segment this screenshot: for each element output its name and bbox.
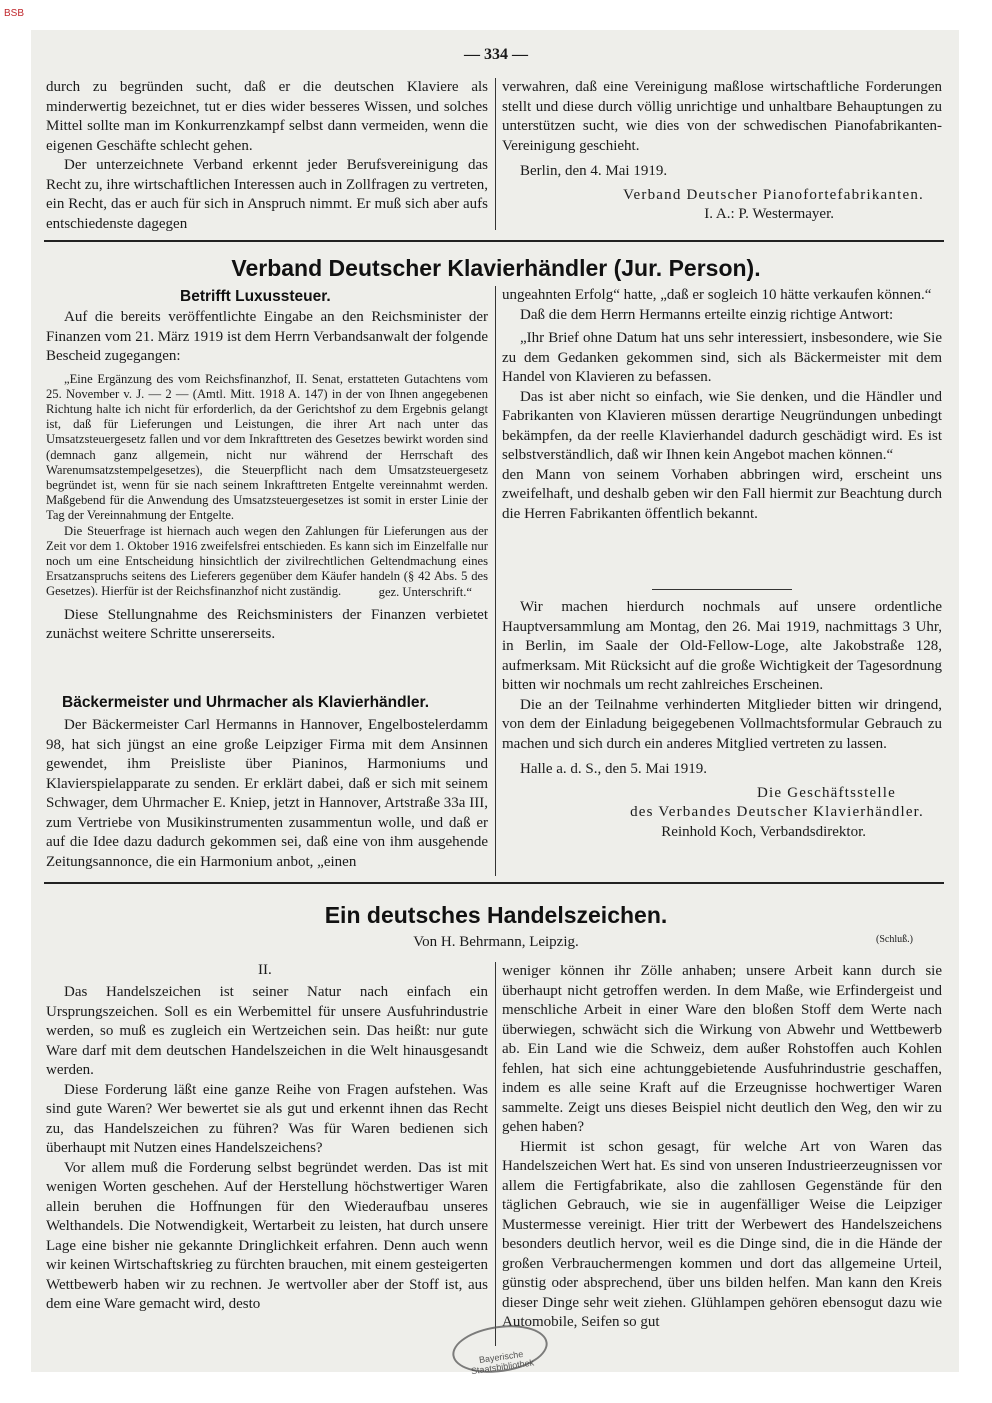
article-left-column	[46, 983, 488, 1315]
paragraph: Der Bäckermeister Carl Hermanns in Hannover, Engelbostelerdamm 98, hat sich jüngst an eine große Leipziger Firma mit dem Ansinnen gewendet, ihm Preisliste über Pianinos, Harmoniums und Klavierspielapparate zu senden. Er erklärt dabei, daß er sich mit seinem Schwager, dem Uhrmacher E. Kniep, jetzt in Hannover, Artstraße 33a III, zum Vertriebe von Musikinstrumenten zusammentun wolle, und daß er auf die Idee dazu dadurch gekommen sei, daß eine von ihm ausgehende Zeitungsannonce, die ein Harmonium anbot, „einen	[46, 717, 488, 870]
paragraph: Daß die dem Herrn Hermanns erteilte einzig richtige Antwort:	[520, 306, 894, 323]
article-right-column	[502, 962, 942, 1333]
library-mark: BSB	[4, 8, 25, 19]
paragraph: Diese Forderung läßt eine ganze Reihe von Fragen aufstehen. Was sind gute Waren? Wer bewertet sie als gut und erkennt ihnen das Recht zu, das Handelszeichen zu führen? Was für Waren bedienen sich überhaupt mit Nutzen eines Handelszeichens?	[46, 1081, 488, 1156]
quote-paragraph: Die Steuerfrage ist hiernach auch wegen den Zahlungen für Lieferungen aus der Zeit vor dem 1. Oktober 1916 zweifelsfrei entschieden. Es kann sich im Einzelfalle nur noch um eine Entscheidung hinsichtlich der zivilrechtlichen Geltendmachung eines Ersatzanspruchs seitens des Lieferers gegenüber dem Käufer handeln (§ 42 Abs. 5 des Gesetzes). Hierfür ist der Reichsfinanzhof nicht zuständig.	[46, 523, 488, 599]
section-rule	[44, 240, 944, 242]
page-number: — 334 —	[464, 46, 528, 63]
paragraph: Hiermit ist schon gesagt, für welche Art von Waren das Handelszeichen Wert hat. Es sind von unseren Industrieerzeugnissen vor allem die Fertigfabrikate, also die zahllosen Gegenstände für den täglichen Gebrauch, wie sie in augenfälliger Weise die Leipziger Mustermesse vereinigt. Hier tritt der Werbewert des Handelszeichens besonders deutlich hervor, weil es die Dinge sind, die in die Hände der großen Verbrauchermengen kommen und dort das allgemeine Urteil, günstig oder absprechend, über uns bilden helfen. Man kann den Kreis dieser Dinge sehr weit ziehen. Glühlampen gehören ebensogut dazu wie Automobile, Seifen so gut	[502, 1138, 942, 1330]
part-number: II.	[258, 962, 272, 978]
paragraph: durch zu begründen sucht, daß er die deutschen Klaviere als minderwertig bezeichnet, tut er dies wider besseres Wissen, und solches Mittel sollte man im Konkurrenzkampf selbst dann vermeiden, wenn die eigenen Geschäfte schlecht gehen.	[46, 79, 488, 154]
article-note: (Schluß.)	[876, 934, 913, 945]
signature-line: Reinhold Koch, Verbandsdirektor.	[661, 823, 866, 840]
short-rule	[652, 589, 792, 590]
paragraph: Diese Stellungnahme des Reichsministers der Finanzen verbietet zunächst weitere Schritte unsererseits.	[46, 606, 488, 643]
paragraph: Die an der Teilnahme verhinderten Mitglieder bitten wir dringend, von dem der Einladung beigegebenen Vollmachtsformular Gebrauch zu machen und sich durch ein anderes Mitglied vertreten zu lassen.	[502, 696, 942, 752]
subheading-luxussteuer: Betrifft Luxussteuer.	[180, 288, 331, 305]
quote-signature: gez. Unterschrift.“	[378, 584, 472, 599]
top-right-column	[502, 78, 942, 225]
paragraph: Der unterzeichnete Verband erkennt jeder Berufsvereinigung das Recht zu, ihre wirtschaftlichen Interessen auch in Zollfragen zu vertreten, ein Recht, das er auch für sich in Anspruch nimmt. Er muß sich aber aufs entschiedenste dagegen	[46, 157, 488, 232]
byline	[0, 934, 992, 951]
paragraph: Das ist aber nicht so einfach, wie Sie denken, und die Händler und Fabrikanten von Klavieren müssen derartige Neugründungen unbedingt bekämpfen, da der reelle Klavierhandel dadurch geschädigt wird. Es ist selbstverständlich, daß wir Ihnen kein Angebot machen können.“	[502, 388, 942, 463]
subheading-baeckermeister: Bäckermeister und Uhrmacher als Klavierhändler.	[62, 694, 429, 711]
section-title: Verband Deutscher Klavierhändler (Jur. Person).	[231, 255, 761, 281]
column-rule	[495, 962, 496, 1346]
section1-left-column	[46, 308, 488, 645]
paragraph: „Ihr Brief ohne Datum hat uns sehr interessiert, insbesondere, wie Sie zu dem Gedanken gekommen sind, sich als Bäckermeister mit dem Handel von Klavieren zu befassen.	[502, 330, 942, 385]
signature-org: Verband Deutscher Pianofortefabrikanten.	[623, 186, 924, 203]
paragraph: Vor allem muß die Forderung selbst begründet werden. Das ist mit wenigen Worten geschehen. Auf der Herstellung höchstwertiger Waren allein beruhen die Hoffnungen für den Wiederaufbau unseres Welthandels. Die Notwendigkeit, Wertarbeit zu leisten, hat durch unsere Lage eine bisher nie gekannte Dringlichkeit erfahren. Denn auch wenn wir keinen Wirtschaftskrieg zu fürchten brauchen, mit einem gesteigerten Wettbewerb haben wir zu rechnen. Je wertvoller aber der Stoff ist, aus dem eine Ware gemacht wird, desto	[46, 1159, 488, 1312]
paragraph: Auf die bereits veröffentlichte Eingabe an den Reichsminister der Finanzen vom 21. März 1919 ist dem Herrn Verbandsanwalt der folgende Bescheid zugegangen:	[46, 309, 488, 364]
paragraph: ungeahnten Erfolg“ hatte, „daß er sogleich 10 hätte verkaufen können.“	[502, 287, 932, 303]
library-stamp: Bayerische Staatsbibliothek	[449, 1320, 550, 1379]
column-rule	[495, 78, 496, 230]
section1-left-column-2	[46, 716, 488, 872]
dateline: Berlin, den 4. Mai 1919.	[520, 163, 668, 179]
signature-line: des Verbandes Deutscher Klavierhändler.	[630, 804, 924, 820]
paragraph: den Mann von seinem Vorhaben abbringen wird, erscheint uns zweifelhaft, und deshalb geben wir den Fall hiermit zur Beachtung durch die Herren Fabrikanten öffentlich bekannt.	[502, 466, 942, 522]
dateline: Halle a. d. S., den 5. Mai 1919.	[520, 761, 708, 777]
quote-paragraph: „Eine Ergänzung des vom Reichsfinanzhof, II. Senat, erstatteten Gutachtens vom 25. November v. J. — 2 — (Amtl. Mitt. 1918 A. 147) in der von Ihnen angegebenen Richtung halte ich nicht für erforderlich, da der Gerichtshof zu dem Ergebnis gelangt ist, daß für Lieferungen und Leistungen, die ihrer Art nach unter das Umsatzsteuergesetz fallen und vor dem Inkrafttreten des Gesetzes bewirkt worden sind (demnach ganz allgemein, nicht nur während der Herrschaft des Warenumsatzstempelgesetzes), die Steuerpflicht nach dem Umsatzsteuergesetz begründet ist, wenn für sie nach seinem Inkrafttreten Entgelte vereinnahmt werden. Maßgebend für die Anwendung des Umsatzsteuergesetzes ist somit in erster Linie der Tag der Vereinnahmung der Entgelte.	[46, 371, 488, 523]
paragraph: weniger können ihr Zölle anhaben; unsere Arbeit kann durch sie überhaupt nicht getroffen werden. In dem Maße, wie Erfindergeist und menschliche Arbeit in einer Ware den bloßen Stoff dem Werte nach überwiegen, schwächt sich die Wirkung von Abwehr und Wettbewerb ab. Ein Land wie die Schweiz, dem außer Rohstoffen auch Kohlen fehlen, hat sich eine achtunggebietende Ausfuhrindustrie geschaffen, indem es alle seine Kraft auf die Erzeugnisse hochwertiger Waren sammelte. Zeigt uns dieses Beispiel nicht deutlich den Weg, den wir zu gehen haben?	[502, 963, 942, 1135]
article-title: Ein deutsches Handelszeichen.	[324, 902, 668, 928]
column-rule	[495, 286, 496, 876]
section1-notice	[502, 598, 942, 842]
section-rule	[44, 882, 944, 884]
signature-line: Die Geschäftsstelle	[756, 784, 896, 801]
byline-text: Von H. Behrmann, Leipzig.	[413, 934, 579, 950]
section1-right-column	[502, 286, 942, 524]
paragraph: Das Handelszeichen ist seiner Natur nach einfach ein Ursprungszeichen. Soll es ein Werbemittel für unsere Ausfuhrindustrie werden, so muß es zugleich ein Wertzeichen sein. Das heißt: nur gute Ware darf mit dem deutschen Handelszeichen in die Welt hinausgesandt werden.	[46, 984, 488, 1078]
top-left-column	[46, 78, 488, 234]
paragraph: verwahren, daß eine Vereinigung maßlose wirtschaftliche Forderungen stellt und diese durch völlig unrichtige und unhaltbare Behauptungen zu unterstützen sucht, wie dies von der schwedischen Pianofabrikanten-Vereinigung geschieht.	[502, 79, 942, 154]
paragraph: Wir machen hierdurch nochmals auf unsere ordentliche Hauptversammlung am Montag, den 26. Mai 1919, nachmittags 3 Uhr, in Berlin, im Saale der Old-Fellow-Loge, alte Jakobstraße 128, aufmerksam. Mit Rücksicht auf die große Wichtigkeit der Tagesordnung bitten wir nochmals um recht zahlreiches Erscheinen.	[502, 599, 942, 693]
signature-name: I. A.: P. Westermayer.	[704, 206, 834, 222]
